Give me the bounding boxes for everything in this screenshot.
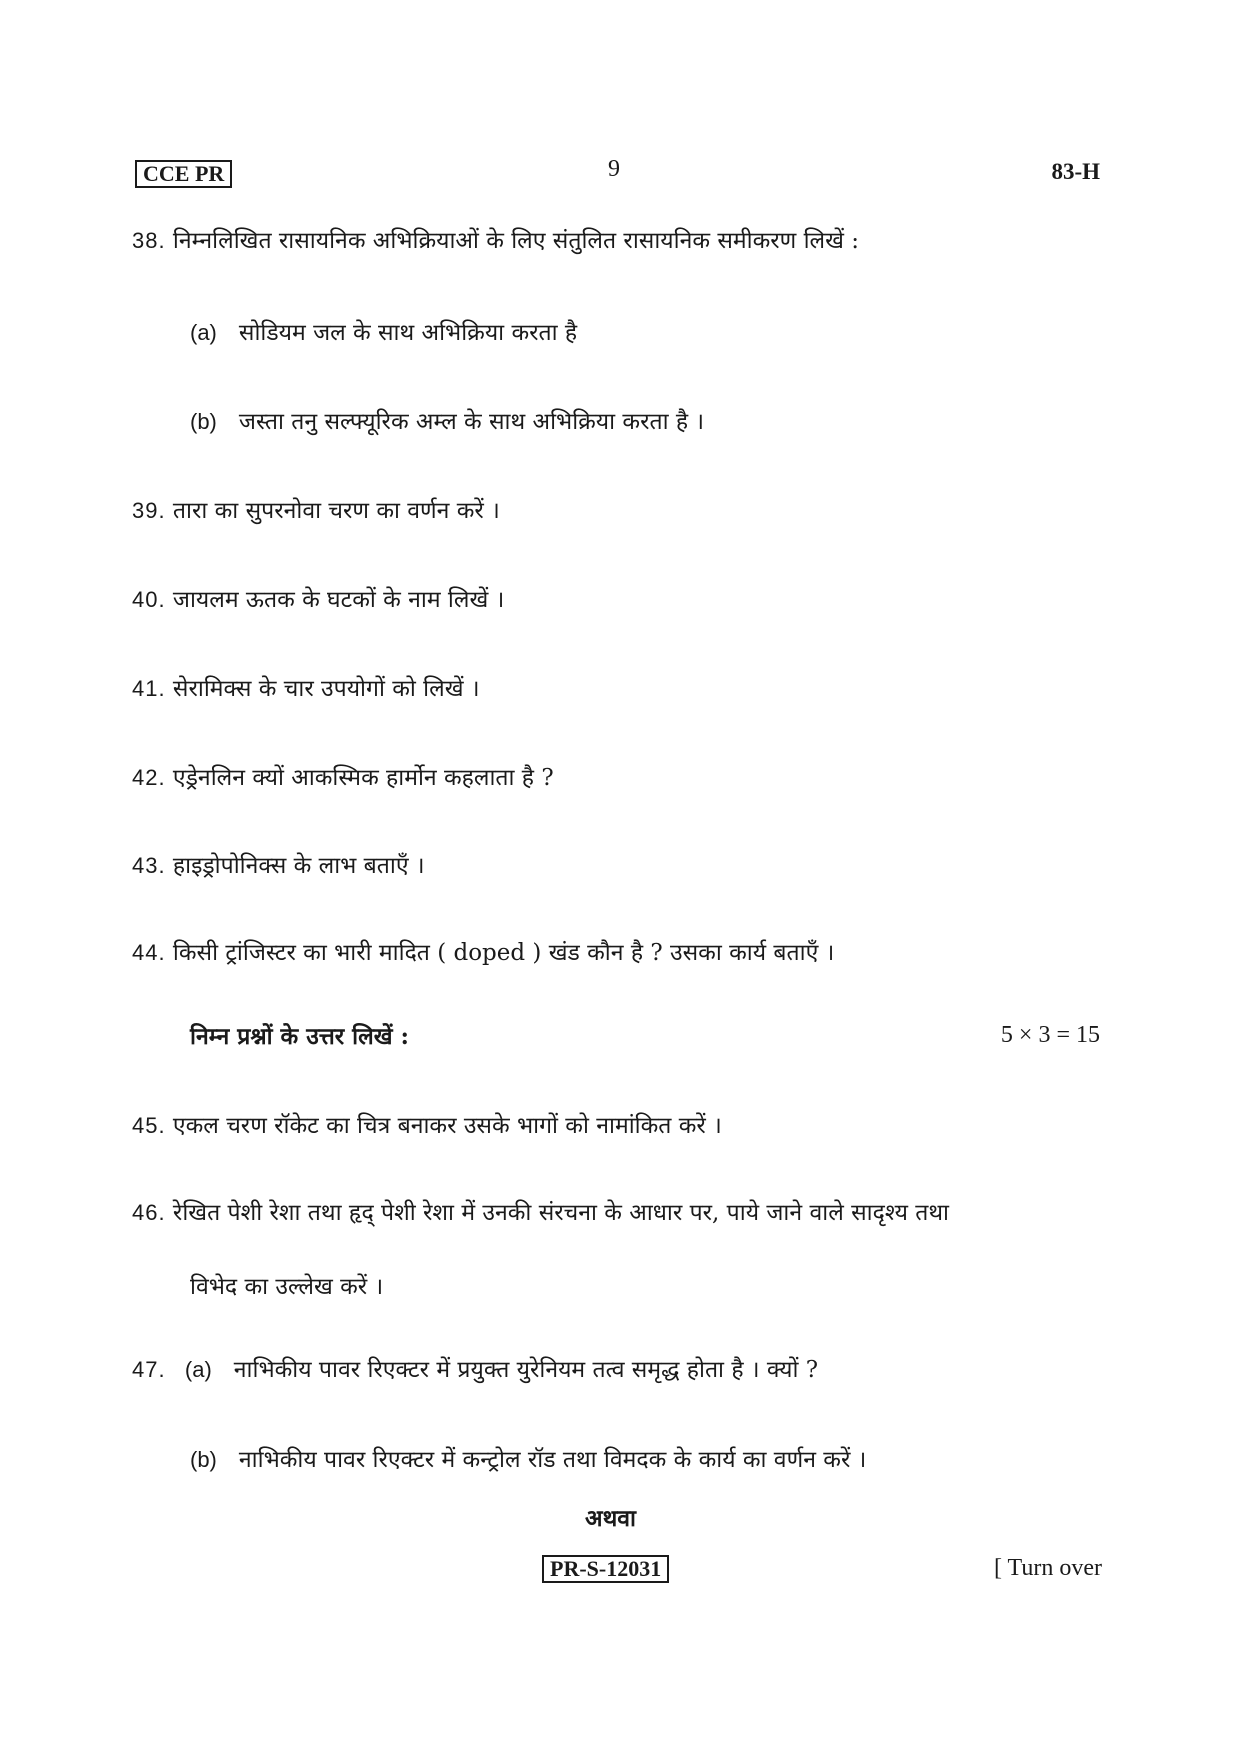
question-text: हाइड्रोपोनिक्स के लाभ बताएँ । [172, 853, 425, 879]
question-number: 42. [132, 765, 166, 790]
question-text: जस्ता तनु सल्फ्यूरिक अम्ल के साथ अभिक्रिया करता है । [238, 409, 705, 435]
question-43 [132, 849, 425, 883]
sub-label: (b) [190, 409, 217, 434]
question-38b [190, 405, 704, 439]
question-47a [132, 1353, 818, 1387]
question-number: 39. [132, 498, 166, 523]
question-number: 44. [132, 940, 166, 965]
question-text: तारा का सुपरनोवा चरण का वर्णन करें । [172, 498, 500, 524]
question-number: 40. [132, 587, 166, 612]
question-45 [132, 1109, 722, 1143]
page-number: 9 [608, 156, 620, 182]
question-text: निम्नलिखित रासायनिक अभिक्रियाओं के लिए संतुलित रासायनिक समीकरण लिखें : [172, 228, 860, 254]
question-41 [132, 672, 480, 706]
question-number: 38. [132, 228, 166, 253]
question-40 [132, 583, 504, 617]
question-38a [190, 316, 577, 350]
question-text: नाभिकीय पावर रिएक्टर में कन्ट्रोल रॉड तथा विमदक के कार्य का वर्णन करें । [238, 1447, 867, 1473]
sub-label: (a) [190, 320, 217, 345]
question-text: सेरामिक्स के चार उपयोगों को लिखें । [172, 676, 480, 702]
question-44 [132, 936, 834, 970]
paper-code: 83-H [1051, 159, 1100, 184]
turn-over-note: [ Turn over [993, 1555, 1102, 1581]
sub-label: (a) [184, 1357, 212, 1382]
question-number: 47. [132, 1357, 166, 1382]
question-46 [132, 1196, 1112, 1230]
footer-code-box: PR-S-12031 [542, 1555, 669, 1583]
question-number: 45. [132, 1113, 166, 1138]
sub-label: (b) [190, 1447, 217, 1472]
section-instruction: निम्न प्रश्नों के उत्तर लिखें : [190, 1023, 410, 1050]
question-number: 43. [132, 853, 166, 878]
question-38 [132, 224, 859, 258]
question-text: एकल चरण रॉकेट का चित्र बनाकर उसके भागों को नामांकित करें । [172, 1113, 722, 1139]
question-text: नाभिकीय पावर रिएक्टर में प्रयुक्त युरेनियम तत्व समृद्ध होता है । क्यों ? [233, 1357, 819, 1383]
question-39 [132, 494, 500, 528]
question-text: रेखित पेशी रेशा तथा हृद् पेशी रेशा में उनकी संरचना के आधार पर, पाये जाने वाले सादृश्य तथा [172, 1200, 950, 1226]
exam-code-box: CCE PR [135, 160, 232, 188]
question-number: 41. [132, 676, 166, 701]
question-46-continued: विभेद का उल्लेख करें । [190, 1274, 384, 1300]
question-text: जायलम ऊतक के घटकों के नाम लिखें । [172, 587, 505, 613]
question-text: एड्रेनलिन क्यों आकस्मिक हार्मोन कहलाता है ? [172, 765, 554, 791]
question-text: किसी ट्रांजिस्टर का भारी मादित ( doped ) खंड कौन है ? उसका कार्य बताएँ । [172, 940, 835, 966]
or-divider: अथवा [585, 1505, 637, 1532]
question-number: 46. [132, 1200, 166, 1225]
question-47b [190, 1443, 866, 1477]
question-42 [132, 761, 554, 795]
section-marks: 5 × 3 = 15 [1000, 1022, 1100, 1048]
question-text: सोडियम जल के साथ अभिक्रिया करता है [238, 320, 578, 346]
